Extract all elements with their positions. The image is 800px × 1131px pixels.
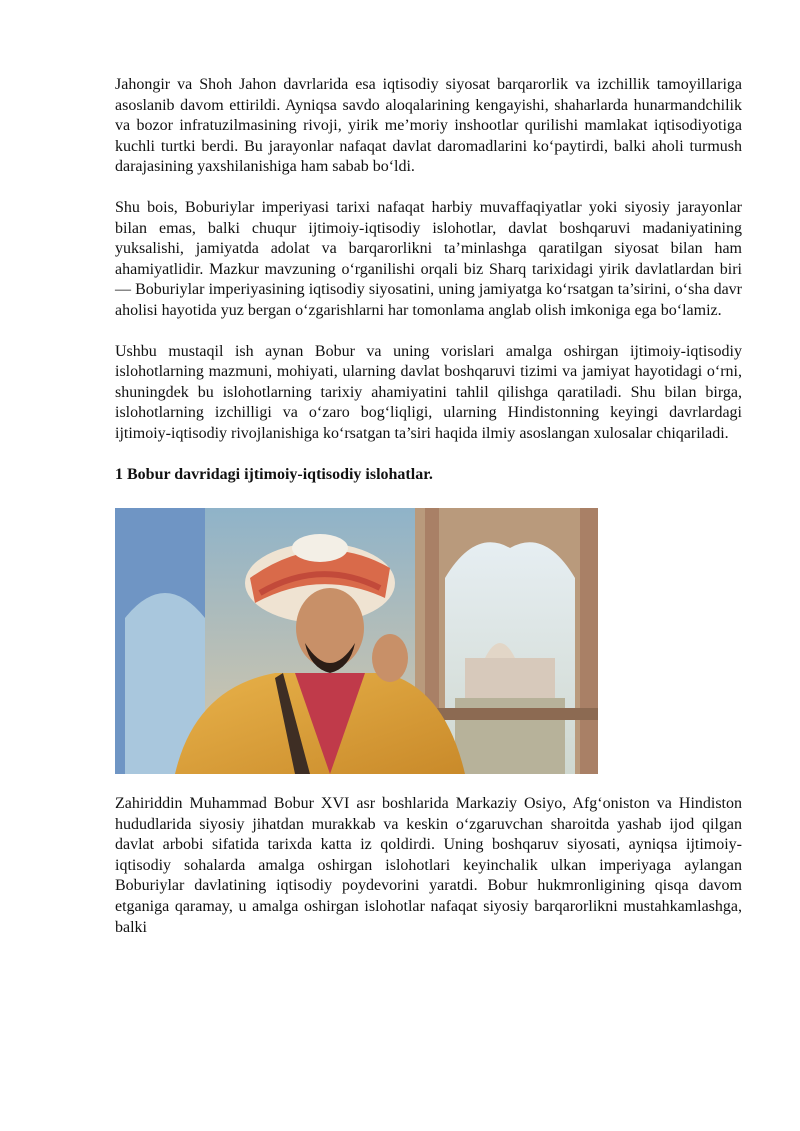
portrait-illustration bbox=[115, 508, 598, 774]
paragraph-1: Jahongir va Shoh Jahon davrlarida esa iqtisodiy siyosat barqarorlik va izchillik tamoyillariga asoslanib davom ettirildi. Ayniqsa savdo aloqalarining kengayishi, shaharlarda hunarmandchilik va bozor infratuzilmasining rivoji, yirik me’moriy inshootlar qurilishi mamlakat iqtisodiyotiga kuchli turtki berdi. Bu jarayonlar nafaqat davlat daromadlarini ko‘paytirdi, balki aholi turmush darajasining yaxshilanishiga ham sabab bo‘ldi. bbox=[115, 76, 742, 176]
paragraph-2: Shu bois, Boburiylar imperiyasi tarixi nafaqat harbiy muvaffaqiyatlar yoki siyosiy jarayonlar bilan emas, balki chuqur ijtimoiy-iqtisodiy islohotlar, davlat boshqaruvi madaniyatining yuksalishi, jamiyatda adolat va barqarorlikni ta’minlashga qaratilgan siyosat bilan ham ahamiyatlidir. Mazkur mavzuning o‘rganilishi orqali biz Sharq tarixidagi yirik davlatlardan biri — Boburiylar imperiyasining iqtisodiy siyosatini, uning jamiyatga ko‘rsatgan ta’sirini, o‘sha davr aholisi hayotida yuz bergan o‘zgarishlarni har tomonlama anglab olish imkoniga ega bo‘lamiz. bbox=[115, 198, 742, 319]
paragraph-3: Ushbu mustaqil ish aynan Bobur va uning vorislari amalga oshirgan ijtimoiy-iqtisodiy islohotlarning mazmuni, mohiyati, ularning davlat boshqaruvi tizimi va jamiyat hayotidagi o‘rni, shuningdek bu islohotlarning tarixiy ahamiyatini tahlil qilishga qaratiladi. Shu bilan birga, islohotlarning izchilligi va o‘zaro bog‘liqligi, ularning Hindistonning keyingi davrlardagi ijtimoiy-iqtisodiy rivojlanishiga ko‘rsatgan ta’siri haqida ilmiy asoslangan xulosalar chiqariladi. bbox=[115, 342, 742, 442]
bobur-portrait-image bbox=[115, 508, 598, 774]
paragraph-4: Zahiriddin Muhammad Bobur XVI asr boshlarida Markaziy Osiyo, Afg‘oniston va Hindiston hududlarida siyosiy jihatdan murakkab va keskin o‘zgaruvchan sharoitda yashab ijod qilgan davlat arbobi sifatida tarixda katta iz qoldirdi. Uning boshqaruv siyosati, ayniqsa ijtimoiy-iqtisodiy sohalarda amalga oshirgan islohotlari keyinchalik ulkan imperiyaga aylangan Boburiylar davlatining iqtisodiy poydevorini yaratdi. Bobur hukmronligining qisqa davom etganiga qaramay, u amalga oshirgan islohotlar nafaqat siyosiy barqarorlikni mustahkamlashga, balki bbox=[115, 795, 742, 936]
document-page bbox=[115, 75, 742, 958]
section-heading: 1 Bobur davridagi ijtimoiy-iqtisodiy islohatlar. bbox=[115, 465, 433, 483]
